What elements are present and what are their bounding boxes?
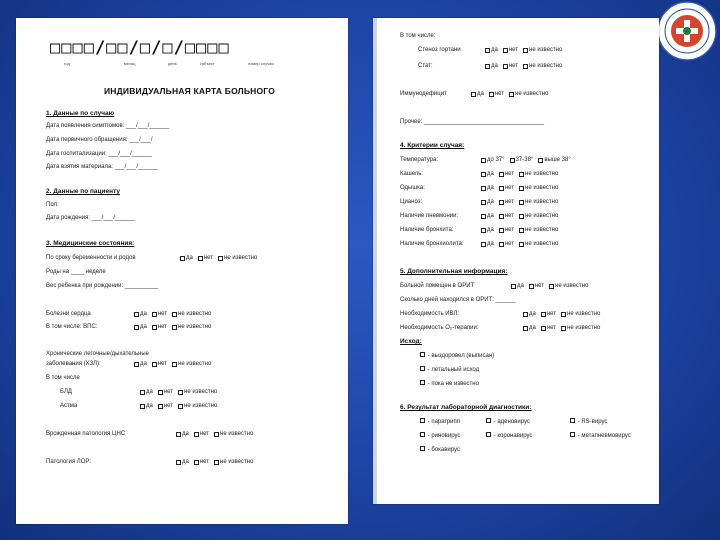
option-yes[interactable]: да: [481, 212, 494, 220]
yes-no-options: [176, 458, 258, 468]
checkbox[interactable]: [176, 432, 181, 437]
field-label: Дата появления симптомов: ___/___/______: [46, 123, 170, 129]
code-sub-label: год: [64, 61, 70, 66]
checkbox[interactable]: [499, 242, 504, 247]
field-label: В том числе: [46, 375, 80, 381]
case-code-boxes: □□□□/□□/□/□/□□□□: [50, 38, 230, 58]
option-no[interactable]: нет: [499, 226, 514, 234]
option-yes[interactable]: да: [140, 402, 153, 410]
checkbox[interactable]: [499, 214, 504, 219]
checkbox[interactable]: [214, 432, 219, 437]
option-yes[interactable]: да: [140, 388, 153, 396]
option-yes[interactable]: да: [481, 240, 494, 248]
yes-no-options: [511, 282, 593, 292]
code-sub-label: день: [168, 61, 177, 66]
checkbox[interactable]: [158, 404, 163, 409]
field-label: Дата госпитализации: ___/___/______: [46, 151, 152, 157]
checkbox[interactable]: [538, 158, 543, 163]
option-temp-high[interactable]: выше 38°: [538, 156, 570, 164]
yes-no-options: [140, 402, 222, 412]
option-unknown[interactable]: не известно: [561, 310, 600, 318]
checkbox[interactable]: [561, 326, 566, 331]
option-yes[interactable]: да: [523, 310, 536, 318]
field-label: Астма: [60, 403, 78, 409]
checkbox[interactable]: [152, 325, 157, 330]
option-temp-mid[interactable]: 37-38°: [510, 156, 534, 164]
checkbox[interactable]: [519, 200, 524, 205]
field-label: Дата рождения: ___/___/______: [46, 215, 136, 221]
field-label: Одышка:: [400, 185, 425, 191]
option-unknown[interactable]: не известно: [172, 323, 211, 331]
section-heading: 2. Данные по пациенту: [46, 188, 121, 195]
lab-option[interactable]: - RS-вирус: [570, 418, 607, 426]
checkbox[interactable]: [519, 214, 524, 219]
checkbox[interactable]: [152, 312, 157, 317]
checkbox[interactable]: [140, 404, 145, 409]
option-no[interactable]: нет: [499, 198, 514, 206]
option-no[interactable]: нет: [198, 254, 213, 262]
checkbox[interactable]: [172, 325, 177, 330]
checkbox[interactable]: [519, 186, 524, 191]
option-no[interactable]: нет: [158, 388, 173, 396]
option-no[interactable]: нет: [503, 62, 518, 70]
lab-option[interactable]: - метапневмовирус: [570, 432, 631, 440]
field-label: Патология ЛОР:: [46, 459, 91, 465]
checkbox[interactable]: [194, 460, 199, 465]
option-unknown[interactable]: не известно: [519, 226, 558, 234]
checkbox[interactable]: [486, 418, 491, 423]
option-yes[interactable]: да: [176, 458, 189, 466]
yes-no-options: [481, 240, 563, 250]
field-label: Необходимость O₂-терапии:: [400, 325, 479, 331]
field-label: Больной помещен в ОРИТ: [400, 283, 475, 289]
option-unknown[interactable]: не известно: [519, 170, 558, 178]
option-no[interactable]: нет: [541, 324, 556, 332]
option-no[interactable]: нет: [489, 90, 504, 98]
field-label: В том числе: ВПС:: [46, 324, 98, 330]
option-no[interactable]: нет: [194, 430, 209, 438]
checkbox[interactable]: [503, 48, 508, 53]
field-label: Наличие бронхиолита:: [400, 241, 464, 247]
option-unknown[interactable]: не известно: [519, 198, 558, 206]
checkbox[interactable]: [499, 200, 504, 205]
yes-no-options: [523, 324, 605, 334]
section-heading: 1. Данные по случаю: [46, 110, 115, 117]
option-unknown[interactable]: не известно: [218, 254, 257, 262]
option-unknown[interactable]: не известно: [523, 46, 562, 54]
option-yes[interactable]: да: [511, 282, 524, 290]
option-no[interactable]: нет: [541, 310, 556, 318]
field-label: Сколько дней находился в ОРИТ: ______: [400, 297, 516, 303]
checkbox[interactable]: [471, 92, 476, 97]
yes-no-options: [134, 323, 216, 333]
option-no[interactable]: нет: [152, 310, 167, 318]
checkbox[interactable]: [178, 404, 183, 409]
lab-option[interactable]: - аденовирус: [486, 418, 530, 426]
checkbox[interactable]: [523, 312, 528, 317]
option-unknown[interactable]: не известно: [561, 324, 600, 332]
checkbox[interactable]: [420, 366, 425, 371]
yes-no-options: [180, 254, 262, 264]
field-label: Хронические легочные/дыхательные: [46, 351, 149, 357]
left-form-page: [16, 18, 348, 524]
option-no[interactable]: нет: [152, 323, 167, 331]
checkbox[interactable]: [140, 390, 145, 395]
section-heading: 5. Дополнительная информация:: [400, 268, 508, 275]
option-no[interactable]: нет: [194, 458, 209, 466]
checkbox[interactable]: [481, 200, 486, 205]
checkbox[interactable]: [523, 48, 528, 53]
yes-no-options: [481, 198, 563, 208]
outcome-option[interactable]: - выздоровел (выписан): [420, 352, 494, 360]
yes-no-options: [134, 360, 216, 370]
section-heading: 4. Критерии случая:: [400, 142, 465, 149]
checkbox[interactable]: [481, 158, 486, 163]
checkbox[interactable]: [178, 390, 183, 395]
checkbox[interactable]: [481, 186, 486, 191]
yes-no-options: [485, 46, 567, 56]
section-heading: 3. Медицинские состояния:: [46, 240, 135, 247]
checkbox[interactable]: [489, 92, 494, 97]
checkbox[interactable]: [541, 312, 546, 317]
option-yes[interactable]: да: [481, 184, 494, 192]
field-label: Болезни сердца: [46, 311, 91, 317]
checkbox[interactable]: [420, 380, 425, 385]
checkbox[interactable]: [214, 460, 219, 465]
checkbox[interactable]: [519, 242, 524, 247]
field-label: Наличие пневмонии:: [400, 213, 459, 219]
field-label: Цианоз:: [400, 199, 423, 205]
option-unknown[interactable]: не известно: [509, 90, 548, 98]
option-unknown[interactable]: не известно: [172, 360, 211, 368]
field-label: БЛД: [60, 389, 72, 395]
field-label: В том числе:: [400, 33, 436, 39]
checkbox[interactable]: [499, 172, 504, 177]
option-yes[interactable]: да: [481, 198, 494, 206]
option-unknown[interactable]: не известно: [519, 240, 558, 248]
yes-no-options: [176, 430, 258, 440]
organization-emblem-icon: [656, 0, 718, 62]
option-no[interactable]: нет: [499, 240, 514, 248]
code-sub-label: номер случая: [248, 61, 274, 66]
checkbox[interactable]: [420, 432, 425, 437]
option-unknown[interactable]: не известно: [178, 388, 217, 396]
checkbox[interactable]: [519, 172, 524, 177]
option-unknown[interactable]: не известно: [214, 430, 253, 438]
option-no[interactable]: нет: [499, 170, 514, 178]
yes-no-options: [134, 310, 216, 320]
lab-option[interactable]: - риновирус: [420, 432, 460, 440]
option-yes[interactable]: да: [176, 430, 189, 438]
checkbox[interactable]: [152, 362, 157, 367]
option-unknown[interactable]: не известно: [178, 402, 217, 410]
field-label: Кашель:: [400, 171, 424, 177]
field-label: заболевания (ХЗЛ):: [46, 361, 101, 367]
code-sub-label: месяц: [124, 61, 136, 66]
option-temp-low[interactable]: до 37°: [481, 156, 505, 164]
option-yes[interactable]: да: [485, 46, 498, 54]
checkbox[interactable]: [176, 460, 181, 465]
yes-no-options: [485, 62, 567, 72]
checkbox[interactable]: [420, 446, 425, 451]
checkbox[interactable]: [511, 284, 516, 289]
yes-no-options: [471, 90, 553, 100]
checkbox[interactable]: [485, 64, 490, 69]
checkbox[interactable]: [194, 432, 199, 437]
checkbox[interactable]: [420, 418, 425, 423]
field-label: По сроку беременности и родов: [46, 255, 136, 261]
field-label: Дата взятия материала: ___/___/______: [46, 164, 159, 170]
outcome-label: Исход:: [400, 338, 422, 345]
checkbox[interactable]: [481, 172, 486, 177]
checkbox[interactable]: [529, 284, 534, 289]
checkbox[interactable]: [481, 214, 486, 219]
checkbox[interactable]: [549, 284, 554, 289]
lab-option[interactable]: - парагрипп: [420, 418, 460, 426]
checkbox[interactable]: [180, 256, 185, 261]
option-yes[interactable]: да: [485, 62, 498, 70]
checkbox[interactable]: [481, 242, 486, 247]
checkbox[interactable]: [481, 228, 486, 233]
section-heading: 6. Результат лабораторной диагностики:: [400, 404, 532, 411]
option-no[interactable]: нет: [158, 402, 173, 410]
option-unknown[interactable]: не известно: [549, 282, 588, 290]
option-yes[interactable]: да: [523, 324, 536, 332]
field-label: Прочее: ____________________________________: [400, 119, 545, 125]
yes-no-options: [481, 170, 563, 180]
checkbox[interactable]: [541, 326, 546, 331]
checkbox[interactable]: [485, 48, 490, 53]
option-yes[interactable]: да: [134, 360, 147, 368]
option-unknown[interactable]: не известно: [214, 458, 253, 466]
checkbox[interactable]: [523, 64, 528, 69]
checkbox[interactable]: [510, 158, 515, 163]
lab-option[interactable]: - коронавирус: [486, 432, 532, 440]
field-label: Дата первичного обращения: ___/___/: [46, 137, 153, 143]
field-label: Роды на ____ неделе: [46, 269, 106, 275]
field-label: Необходимость ИВЛ:: [400, 311, 460, 317]
yes-no-options: [523, 310, 605, 320]
option-yes[interactable]: да: [134, 323, 147, 331]
checkbox[interactable]: [486, 432, 491, 437]
option-yes[interactable]: да: [471, 90, 484, 98]
option-yes[interactable]: да: [481, 170, 494, 178]
checkbox[interactable]: [134, 362, 139, 367]
checkbox[interactable]: [519, 228, 524, 233]
option-unknown[interactable]: не известно: [519, 212, 558, 220]
field-label: Пол:: [46, 202, 59, 208]
checkbox[interactable]: [503, 64, 508, 69]
lab-option[interactable]: - бокавирус: [420, 446, 460, 454]
checkbox[interactable]: [499, 186, 504, 191]
option-unknown[interactable]: не известно: [172, 310, 211, 318]
code-sub-label: субъект: [200, 61, 215, 66]
yes-no-options: [481, 226, 563, 236]
option-yes[interactable]: да: [180, 254, 193, 262]
option-yes[interactable]: да: [134, 310, 147, 318]
checkbox[interactable]: [134, 312, 139, 317]
checkbox[interactable]: [561, 312, 566, 317]
checkbox[interactable]: [172, 312, 177, 317]
checkbox[interactable]: [499, 228, 504, 233]
checkbox[interactable]: [172, 362, 177, 367]
option-yes[interactable]: да: [481, 226, 494, 234]
yes-no-options: [481, 184, 563, 194]
option-unknown[interactable]: не известно: [519, 184, 558, 192]
checkbox[interactable]: [218, 256, 223, 261]
field-label: Стат:: [418, 63, 433, 69]
checkbox[interactable]: [420, 352, 425, 357]
checkbox[interactable]: [570, 432, 575, 437]
option-no[interactable]: нет: [152, 360, 167, 368]
option-no[interactable]: нет: [529, 282, 544, 290]
checkbox[interactable]: [570, 418, 575, 423]
right-form-page: [373, 18, 659, 504]
option-no[interactable]: нет: [499, 184, 514, 192]
checkbox[interactable]: [509, 92, 514, 97]
field-label: Иммунодефицит: [400, 91, 447, 97]
option-unknown[interactable]: не известно: [523, 62, 562, 70]
outcome-option[interactable]: - летальный исход: [420, 366, 479, 374]
option-no[interactable]: нет: [503, 46, 518, 54]
field-label: Температура:: [400, 157, 439, 163]
field-label: Вес ребенка при рождении: __________: [46, 283, 159, 289]
yes-no-options: [481, 212, 563, 222]
field-label: Врожденная патология ЦНС: [46, 431, 126, 437]
page-title: ИНДИВИДУАЛЬНАЯ КАРТА БОЛЬНОГО: [104, 86, 276, 96]
outcome-option[interactable]: - пока не известно: [420, 380, 479, 388]
checkbox[interactable]: [134, 325, 139, 330]
checkbox[interactable]: [523, 326, 528, 331]
checkbox[interactable]: [158, 390, 163, 395]
field-label: Наличие бронхита:: [400, 227, 454, 233]
field-label: Стеноз гортани: [418, 47, 461, 53]
yes-no-options: [140, 388, 222, 398]
checkbox[interactable]: [198, 256, 203, 261]
option-no[interactable]: нет: [499, 212, 514, 220]
temperature-options: [481, 156, 576, 166]
